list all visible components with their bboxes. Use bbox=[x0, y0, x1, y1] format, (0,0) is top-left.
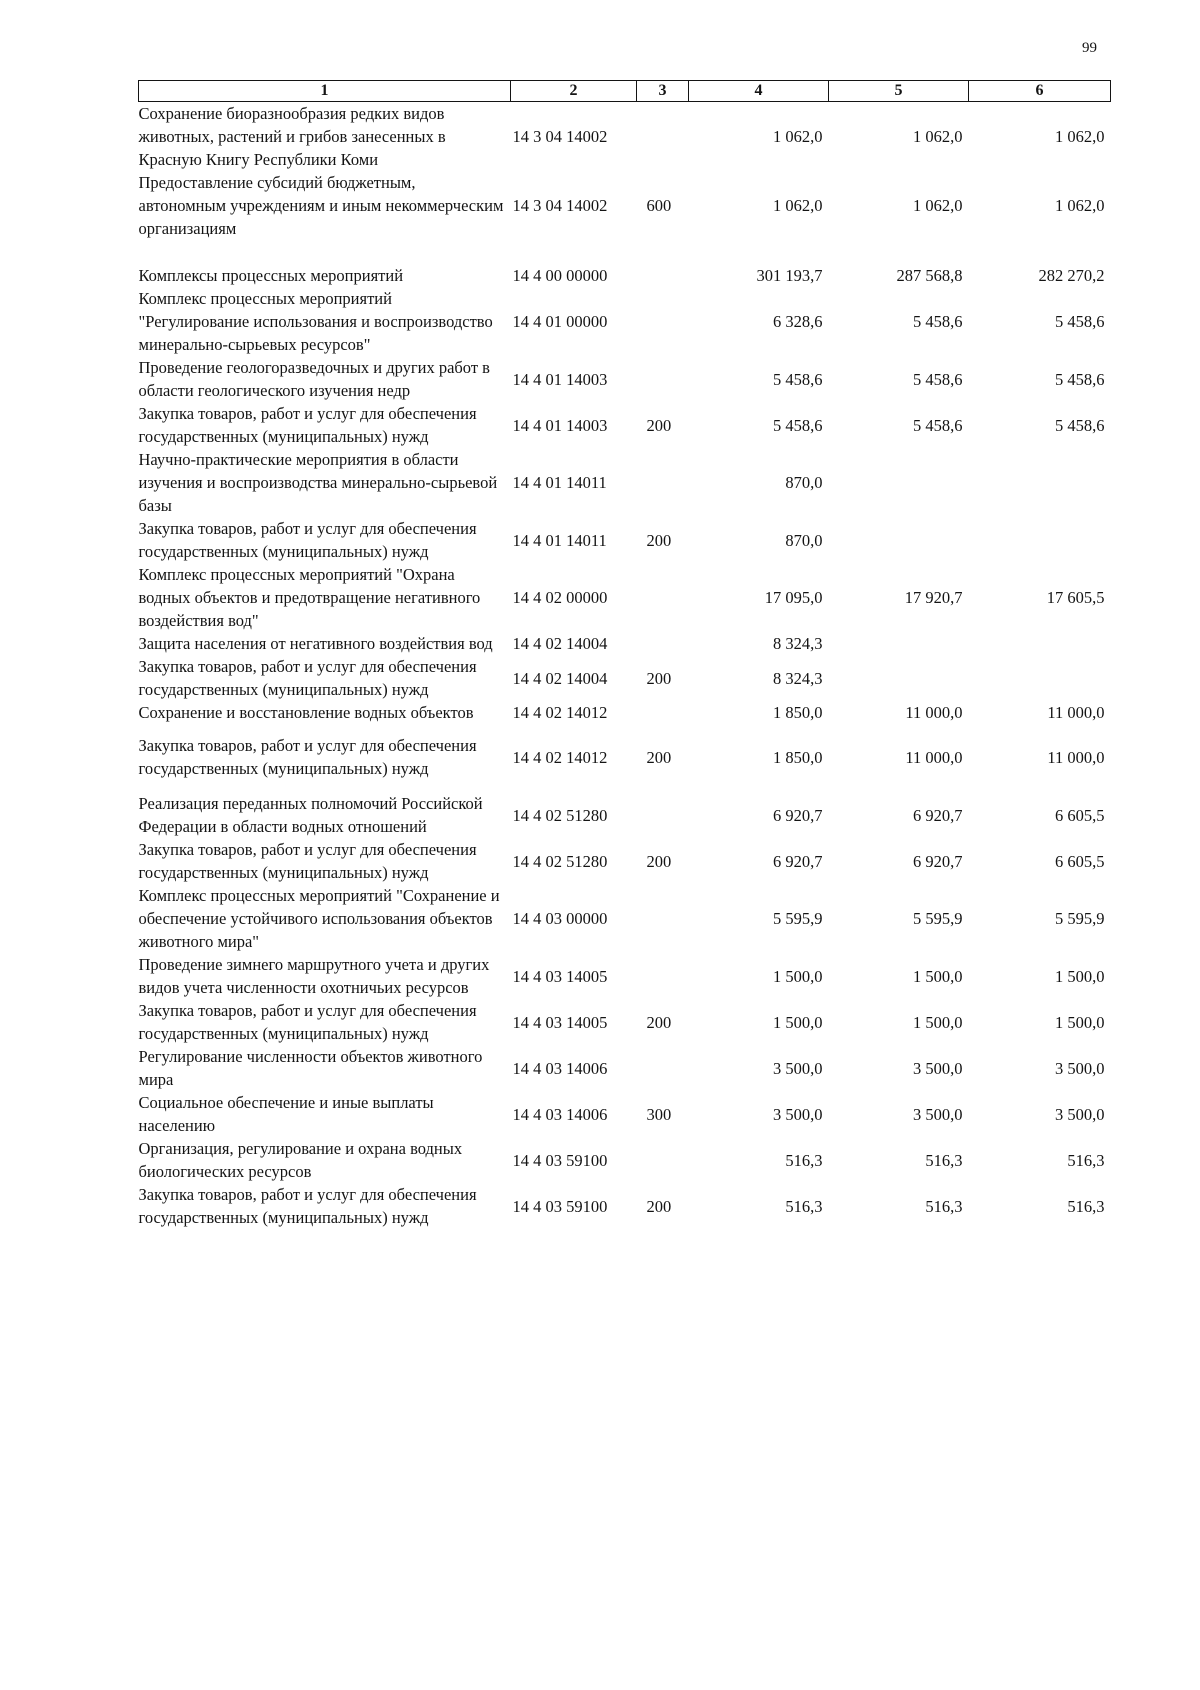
row-amount-col5 bbox=[829, 517, 969, 563]
row-amount-col6: 1 062,0 bbox=[1055, 196, 1105, 215]
row-amount-col6: 6 605,5 bbox=[1055, 805, 1105, 825]
row-expense-type bbox=[637, 1137, 689, 1183]
row-expense-type bbox=[637, 884, 689, 953]
row-amount-col4: 1 500,0 bbox=[773, 966, 823, 986]
table-row bbox=[139, 1045, 1111, 1091]
table-row bbox=[139, 517, 1111, 563]
header-cell-2: 2 bbox=[511, 81, 637, 102]
row-name: Сохранение и восстановление водных объектов bbox=[138, 703, 474, 722]
row-amount-col4: 5 458,6 bbox=[773, 369, 823, 389]
row-name: Проведение геологоразведочных и других работ в области геологического изучения недр bbox=[138, 358, 490, 400]
row-target-code: 14 4 01 14011 bbox=[512, 530, 607, 550]
row-target-code: 14 4 03 14005 bbox=[512, 1012, 608, 1032]
row-amount-col4: 1 062,0 bbox=[773, 127, 823, 146]
row-target-code: 14 4 02 51280 bbox=[512, 851, 608, 871]
row-amount-col4: 870,0 bbox=[785, 473, 823, 492]
row-target-code: 14 4 01 00000 bbox=[512, 312, 608, 331]
row-amount-col4: 5 458,6 bbox=[773, 415, 823, 435]
row-name: Комплекс процессных мероприятий "Сохранение и обеспечение устойчивого использования объектов животного мира" bbox=[138, 886, 500, 951]
table-row bbox=[139, 563, 1111, 632]
row-amount-col6: 5 458,6 bbox=[1055, 369, 1105, 389]
table-row bbox=[139, 287, 1111, 356]
row-amount-col4: 8 324,3 bbox=[773, 634, 823, 653]
row-name: Закупка товаров, работ и услуг для обеспечения государственных (муниципальных) нужд bbox=[138, 657, 477, 699]
row-amount-col5: 5 458,6 bbox=[913, 312, 963, 331]
row-amount-col5: 5 458,6 bbox=[913, 369, 963, 389]
row-expense-type bbox=[637, 953, 689, 999]
page-number: 99 bbox=[1082, 40, 1097, 56]
row-name: Закупка товаров, работ и услуг для обеспечения государственных (муниципальных) нужд bbox=[138, 1185, 477, 1227]
row-target-code: 14 4 01 14003 bbox=[512, 369, 608, 389]
row-amount-col5: 6 920,7 bbox=[913, 805, 963, 825]
row-amount-col6 bbox=[969, 655, 1111, 701]
row-name: Проведение зимнего маршрутного учета и других видов учета численности охотничьих ресурсов bbox=[138, 955, 490, 997]
row-amount-col6: 516,3 bbox=[1067, 1150, 1105, 1170]
row-expense-type: 200 bbox=[646, 1012, 672, 1032]
row-amount-col5 bbox=[829, 655, 969, 701]
row-name: Сохранение биоразнообразия редких видов животных, растений и грибов занесенных в Красную Книгу Республики Коми bbox=[138, 104, 446, 169]
header-cell-1: 1 bbox=[139, 81, 511, 102]
row-amount-col5: 5 595,9 bbox=[913, 909, 963, 928]
row-amount-col6: 6 605,5 bbox=[1055, 851, 1105, 871]
row-amount-col4: 301 193,7 bbox=[756, 266, 823, 285]
row-amount-col4: 6 920,7 bbox=[773, 851, 823, 871]
row-amount-col5: 287 568,8 bbox=[896, 266, 963, 285]
row-name: Комплекс процессных мероприятий "Регулирование использования и воспроизводство минерально-сырьевых ресурсов" bbox=[138, 289, 493, 354]
row-target-code: 14 4 02 00000 bbox=[512, 588, 608, 607]
row-target-code: 14 4 02 14012 bbox=[512, 747, 608, 767]
row-amount-col6: 3 500,0 bbox=[1055, 1104, 1105, 1124]
table-row bbox=[139, 1183, 1111, 1229]
header-cell-6: 6 bbox=[969, 81, 1111, 102]
row-expense-type bbox=[637, 1045, 689, 1091]
table-row bbox=[139, 102, 1111, 172]
table-row bbox=[139, 264, 1111, 287]
row-amount-col6 bbox=[969, 632, 1111, 655]
row-amount-col4: 8 324,3 bbox=[773, 668, 823, 688]
row-amount-col5: 1 500,0 bbox=[913, 966, 963, 986]
table-row bbox=[139, 724, 1111, 780]
row-expense-type bbox=[637, 287, 689, 356]
row-expense-type bbox=[637, 102, 689, 172]
row-amount-col4: 1 062,0 bbox=[773, 196, 823, 215]
row-amount-col4: 870,0 bbox=[785, 530, 823, 550]
row-amount-col5: 11 000,0 bbox=[905, 747, 963, 767]
row-amount-col4: 1 850,0 bbox=[773, 747, 823, 767]
table-row bbox=[139, 953, 1111, 999]
row-amount-col5 bbox=[829, 448, 969, 517]
table-row bbox=[139, 171, 1111, 264]
row-amount-col5: 11 000,0 bbox=[905, 703, 963, 722]
row-expense-type: 200 bbox=[646, 747, 672, 767]
row-amount-col6: 5 458,6 bbox=[1055, 312, 1105, 331]
row-amount-col5: 1 062,0 bbox=[913, 196, 963, 215]
row-target-code: 14 4 02 14012 bbox=[512, 703, 608, 722]
header-row bbox=[139, 81, 1111, 102]
row-amount-col6: 1 500,0 bbox=[1055, 966, 1105, 986]
row-name: Защита населения от негативного воздействия вод bbox=[138, 634, 493, 653]
row-target-code: 14 4 02 14004 bbox=[512, 668, 608, 688]
table-row bbox=[139, 655, 1111, 701]
row-amount-col6: 11 000,0 bbox=[1047, 703, 1105, 722]
row-target-code: 14 4 03 14006 bbox=[512, 1104, 608, 1124]
row-amount-col4: 17 095,0 bbox=[764, 588, 823, 607]
row-name: Реализация переданных полномочий Российской Федерации в области водных отношений bbox=[138, 794, 483, 836]
row-amount-col6: 282 270,2 bbox=[1038, 266, 1105, 285]
header-cell-3: 3 bbox=[637, 81, 689, 102]
row-amount-col6: 3 500,0 bbox=[1055, 1058, 1105, 1078]
table-row bbox=[139, 1137, 1111, 1183]
table-row bbox=[139, 402, 1111, 448]
header-cell-4: 4 bbox=[689, 81, 829, 102]
row-target-code: 14 4 01 14003 bbox=[512, 415, 608, 435]
row-target-code: 14 4 03 59100 bbox=[512, 1150, 608, 1170]
row-amount-col6: 5 595,9 bbox=[1055, 909, 1105, 928]
row-expense-type bbox=[637, 701, 689, 724]
row-amount-col6 bbox=[969, 448, 1111, 517]
row-amount-col5: 1 062,0 bbox=[913, 127, 963, 146]
row-name: Комплекс процессных мероприятий "Охрана водных объектов и предотвращение негативного воздействия вод" bbox=[138, 565, 481, 630]
row-name: Социальное обеспечение и иные выплаты населению bbox=[138, 1093, 434, 1135]
row-amount-col4: 3 500,0 bbox=[773, 1104, 823, 1124]
table-row bbox=[139, 999, 1111, 1045]
row-name: Закупка товаров, работ и услуг для обеспечения государственных (муниципальных) нужд bbox=[138, 840, 477, 882]
row-target-code: 14 4 01 14011 bbox=[512, 473, 607, 492]
table-row bbox=[139, 701, 1111, 724]
row-name: Регулирование численности объектов животного мира bbox=[138, 1047, 483, 1089]
table-row bbox=[139, 448, 1111, 517]
row-amount-col5: 6 920,7 bbox=[913, 851, 963, 871]
row-name: Закупка товаров, работ и услуг для обеспечения государственных (муниципальных) нужд bbox=[138, 404, 477, 446]
row-name: Закупка товаров, работ и услуг для обеспечения государственных (муниципальных) нужд bbox=[138, 736, 477, 778]
row-expense-type: 600 bbox=[646, 196, 672, 215]
row-amount-col4: 5 595,9 bbox=[773, 909, 823, 928]
row-name: Научно-практические мероприятия в области изучения и воспроизводства минерально-сырьевой базы bbox=[138, 450, 498, 515]
row-expense-type bbox=[637, 563, 689, 632]
row-amount-col4: 1 500,0 bbox=[773, 1012, 823, 1032]
row-expense-type: 300 bbox=[646, 1104, 672, 1124]
row-amount-col4: 3 500,0 bbox=[773, 1058, 823, 1078]
row-name: Предоставление субсидий бюджетным, автономным учреждениям и иным некоммерческим организациям bbox=[138, 173, 504, 238]
row-expense-type bbox=[637, 448, 689, 517]
row-amount-col6: 11 000,0 bbox=[1047, 747, 1105, 767]
row-name: Комплексы процессных мероприятий bbox=[138, 266, 404, 285]
row-expense-type bbox=[637, 780, 689, 838]
row-expense-type: 200 bbox=[646, 668, 672, 688]
row-expense-type bbox=[637, 356, 689, 402]
row-target-code: 14 4 03 14005 bbox=[512, 966, 608, 986]
table-row bbox=[139, 356, 1111, 402]
table-row bbox=[139, 838, 1111, 884]
row-expense-type bbox=[637, 632, 689, 655]
row-target-code: 14 4 02 14004 bbox=[512, 634, 608, 653]
table-body bbox=[139, 102, 1111, 1230]
table-row bbox=[139, 780, 1111, 838]
row-amount-col5: 516,3 bbox=[925, 1150, 963, 1170]
table-row bbox=[139, 632, 1111, 655]
row-amount-col5: 3 500,0 bbox=[913, 1058, 963, 1078]
row-amount-col4: 6 920,7 bbox=[773, 805, 823, 825]
row-amount-col5 bbox=[829, 632, 969, 655]
row-amount-col6 bbox=[969, 517, 1111, 563]
row-amount-col4: 1 850,0 bbox=[773, 703, 823, 722]
row-expense-type: 200 bbox=[646, 415, 672, 435]
row-amount-col5: 1 500,0 bbox=[913, 1012, 963, 1032]
table-row bbox=[139, 1091, 1111, 1137]
row-name: Организация, регулирование и охрана водных биологических ресурсов bbox=[138, 1139, 463, 1181]
budget-table bbox=[138, 80, 1111, 1229]
row-amount-col5: 3 500,0 bbox=[913, 1104, 963, 1124]
row-amount-col5: 5 458,6 bbox=[913, 415, 963, 435]
table-header bbox=[139, 81, 1111, 102]
row-target-code: 14 3 04 14002 bbox=[512, 196, 608, 215]
row-target-code: 14 4 00 00000 bbox=[512, 266, 608, 285]
row-expense-type bbox=[637, 264, 689, 287]
row-name: Закупка товаров, работ и услуг для обеспечения государственных (муниципальных) нужд bbox=[138, 519, 477, 561]
row-expense-type: 200 bbox=[646, 530, 672, 550]
row-amount-col5: 17 920,7 bbox=[904, 588, 963, 607]
row-target-code: 14 4 03 00000 bbox=[512, 909, 608, 928]
header-cell-5: 5 bbox=[829, 81, 969, 102]
row-amount-col6: 1 062,0 bbox=[1055, 127, 1105, 146]
row-target-code: 14 3 04 14002 bbox=[512, 127, 608, 146]
row-amount-col6: 5 458,6 bbox=[1055, 415, 1105, 435]
row-amount-col4: 516,3 bbox=[785, 1150, 823, 1170]
row-expense-type: 200 bbox=[646, 1196, 672, 1216]
row-amount-col6: 17 605,5 bbox=[1046, 588, 1105, 607]
row-target-code: 14 4 03 14006 bbox=[512, 1058, 608, 1078]
row-target-code: 14 4 03 59100 bbox=[512, 1196, 608, 1216]
row-amount-col4: 6 328,6 bbox=[773, 312, 823, 331]
row-amount-col4: 516,3 bbox=[785, 1196, 823, 1216]
row-expense-type: 200 bbox=[646, 851, 672, 871]
table-row bbox=[139, 884, 1111, 953]
row-amount-col6: 1 500,0 bbox=[1055, 1012, 1105, 1032]
row-target-code: 14 4 02 51280 bbox=[512, 805, 608, 825]
row-amount-col6: 516,3 bbox=[1067, 1196, 1105, 1216]
row-amount-col5: 516,3 bbox=[925, 1196, 963, 1216]
row-name: Закупка товаров, работ и услуг для обеспечения государственных (муниципальных) нужд bbox=[138, 1001, 477, 1043]
